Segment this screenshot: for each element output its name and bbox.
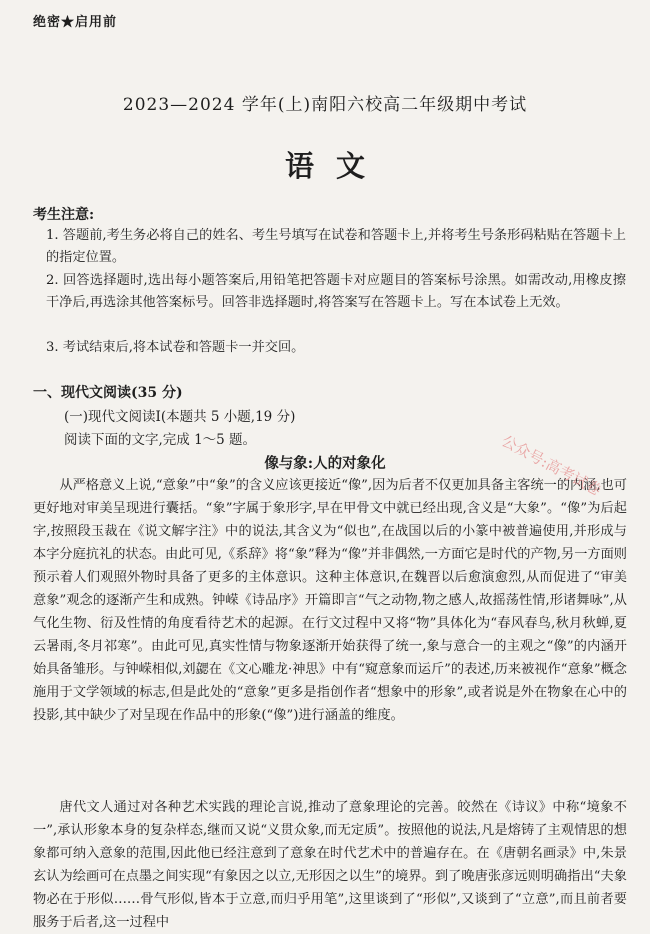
reading-instruction: 阅读下面的文字,完成 1～5 题。 [64, 432, 257, 448]
article-title: 像与象:人的对象化 [264, 455, 386, 472]
notice-heading: 考生注意: [33, 207, 95, 223]
notice-item-1: 1. 答题前,考生务必将自己的姓名、考生号填写在试卷和答题卡上,并将考生号条形码粘贴在答题卡上的指定位置。 [46, 228, 626, 265]
section-subheading: (一)现代文阅读Ⅰ(本题共 5 小题,19 分) [64, 409, 296, 425]
secret-label: 绝密★启用前 [33, 15, 118, 30]
notice-item-2: 2. 回答选择题时,选出每小题答案后,用铅笔把答题卡对应题目的答案标号涂黑。如需改动,用橡皮擦干净后,再选涂其他答案标号。回答非选择题时,将答案写在答题卡上。写在本试卷上无效。 [46, 273, 626, 310]
article-paragraph: 唐代文人通过对各种艺术实践的理论言说,推动了意象理论的完善。皎然在《诗议》中称“境象不一”,承认形象本身的复杂样态,继而又说“义贯众象,而无定质”。按照他的说法,凡是熔铸了主观情思的想象都可纳入意象的范围,因此他已经注意到了意象在时代艺术中的普遍存在。在《唐朝名画录》中,朱景玄认为绘画可在点墨之间实现“有象因之以立,无形因之以生”的境界。到了晚唐张彦远则明确指出“夫象物必在于形似……骨气形似,皆本于立意,而归乎用笔”,这里谈到了“形似”,又谈到了“立意”,而且前者要服务于后者,这一过程中 [33, 800, 627, 930]
watermark-stamp: 公众号:高考试卷 [498, 431, 605, 500]
notice-item-3: 3. 考试结束后,将本试卷和答题卡一并交回。 [46, 340, 305, 355]
subject-title: 语文 [284, 149, 387, 183]
section-heading: 一、现代文阅读(35 分) [33, 385, 183, 401]
article-paragraph: 从严格意义上说,“意象”中“象”的含义应该更接近“像”,因为后者不仅更加具备主客统一的内涵,也可更好地对审美呈现进行囊括。“象”字属于象形字,早在甲骨文中就已经出现,含义是“大象”。“像”为后起字,按照段玉裁在《说文解字注》中的说法,其含义为“似也”,在战国以后的小篆中被普遍使用,并形成与本字分庭抗礼的状态。由此可见,《系辞》将“象”释为“像”并非偶然,一方面它是时代的产物,另一方面则预示着人们观照外物时具备了更多的主体意识。这种主体意识,在魏晋以后愈演愈烈,从而促进了“审美意象”观念的逐渐产生和成熟。钟嵘《诗品序》开篇即言“气之动物,物之感人,故摇荡性情,形诸舞咏”,从气化生物、衍及性情的角度看待艺术的起源。在行文过程中又将“物”具体化为“春风春鸟,秋月秋蝉,夏云暑雨,冬月祁寒”。由此可见,真实性情与物象逐渐开始获得了统一,象与意合一的主观之“像”的内涵开始具备雏形。与钟嵘相似,刘勰在《文心雕龙·神思》中有“窥意象而运斤”的表述,历来被视作“意象”概念施用于文学领域的标志,但是此处的“意象”更多是指创作者“想象中的形象”,或者说是外在物象在心中的投影,其中缺少了对呈现在作品中的形象(“像”)进行涵盖的维度。 [33, 478, 627, 723]
exam-title: 2023—2024 学年(上)南阳六校高二年级期中考试 [122, 95, 528, 115]
